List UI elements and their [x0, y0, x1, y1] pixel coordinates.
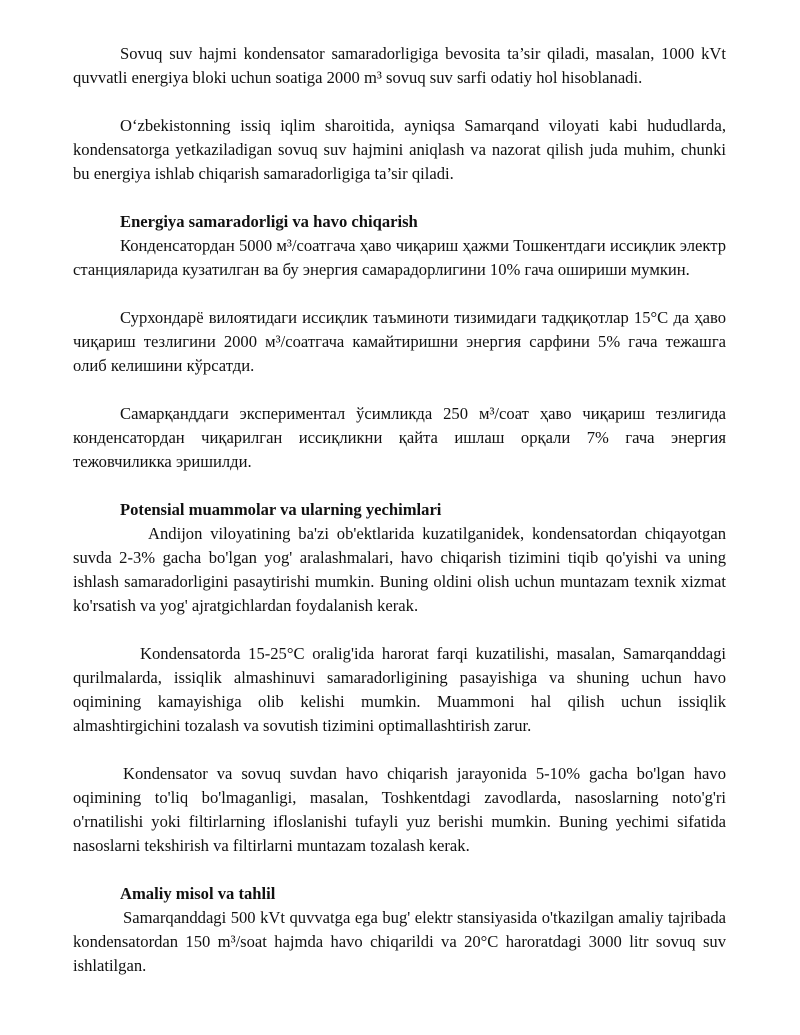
paragraph-uzbekistan-climate: O‘zbekistonning issiq iqlim sharoitida, ayniqsa Samarqand viloyati kabi hududlarda, kondensatorga yetkaziladigan sovuq suv hajmini aniqlash va nazorat qilish juda muhim, chunki bu energiya ishlab chiqarish samaradorligiga ta’sir qiladi. [73, 116, 726, 183]
heading-energy-efficiency: Energiya samaradorligi va havo chiqarish [120, 212, 418, 231]
paragraph-samarkand-power-plant: Samarqanddagi 500 kVt quvvatga ega bug' elektr stansiyasida o'tkazilgan amaliy tajribada kondensatordan 150 m³/soat hajmda havo chiqarildi va 20°C haroratdagi 3000 litr sovuq suv ishlatilgan. [73, 908, 726, 975]
paragraph-surkhandarya-study: Сурхондарё вилоятидаги иссиқлик таъминоти тизимидаги тадқиқотлар 15°С да ҳаво чиқариш тезлигини 2000 м³/соатгача камайтиришни энергия сарфини 5% гача тежашга олиб келишини кўрсатди. [73, 308, 726, 375]
paragraph-tashkent-air-extraction: Конденсатордан 5000 м³/соатгача ҳаво чиқариш ҳажми Тошкентдаги иссиқлик электр станцияларида кузатилган ва бу энергия самарадорлигини 10% гача ошириши мумкин. [73, 236, 726, 279]
paragraph-cold-water-volume: Sovuq suv hajmi kondensator samaradorligiga bevosita ta’sir qiladi, masalan, 1000 kVt quvvatli energiya bloki uchun soatiga 2000 m³ sovuq suv sarfi odatiy hol hisoblanadi. [73, 44, 726, 87]
paragraph-temperature-difference: Kondensatorda 15-25°C oralig'ida harorat farqi kuzatilishi, masalan, Samarqanddagi qurilmalarda, issiqlik almashinuvi samaradorligining pasayishiga va shuning uchun havo oqimining kamayishiga olib kelishi mumkin. Muammoni hal qilish uchun issiqlik almashtirgichini tozalash va sovutish tizimini optimallashtirish zarur. [73, 644, 726, 735]
heading-practical-example: Amaliy misol va tahlil [120, 884, 276, 903]
paragraph-samarkand-experiment: Самарқанддаги экспериментал ўсимликда 250 м³/соат ҳаво чиқариш тезлигида конденсатордан чиқарилган иссиқликни қайта ишлаш орқали 7% гача энергия тежовчиликка эришилди. [73, 404, 726, 471]
heading-potential-problems: Potensial muammolar va ularning yechimlari [120, 500, 442, 519]
document-page [73, 42, 726, 978]
paragraph-incomplete-air-flow: Kondensator va sovuq suvdan havo chiqarish jarayonida 5-10% gacha bo'lgan havo oqimining to'liq bo'lmaganligi, masalan, Toshkentdagi zavodlarda, nasoslarning noto'g'ri o'rnatilishi yoki filtirlarning ifloslanishi tufayli yuz berishi mumkin. Buning yechimi sifatida nasoslarni tekshirish va filtirlarni muntazam tozalash kerak. [73, 764, 726, 855]
paragraph-andijon-oil-impurities: Andijon viloyatining ba'zi ob'ektlarida kuzatilganidek, kondensatordan chiqayotgan suvda 2-3% gacha bo'lgan yog' aralashmalari, havo chiqarish tizimini tiqib qo'yishi va uning ishlash samaradorligini pasaytirishi mumkin. Buning oldini olish uchun muntazam texnik xizmat ko'rsatish va yog' ajratgichlardan foydalanish kerak. [73, 524, 726, 615]
